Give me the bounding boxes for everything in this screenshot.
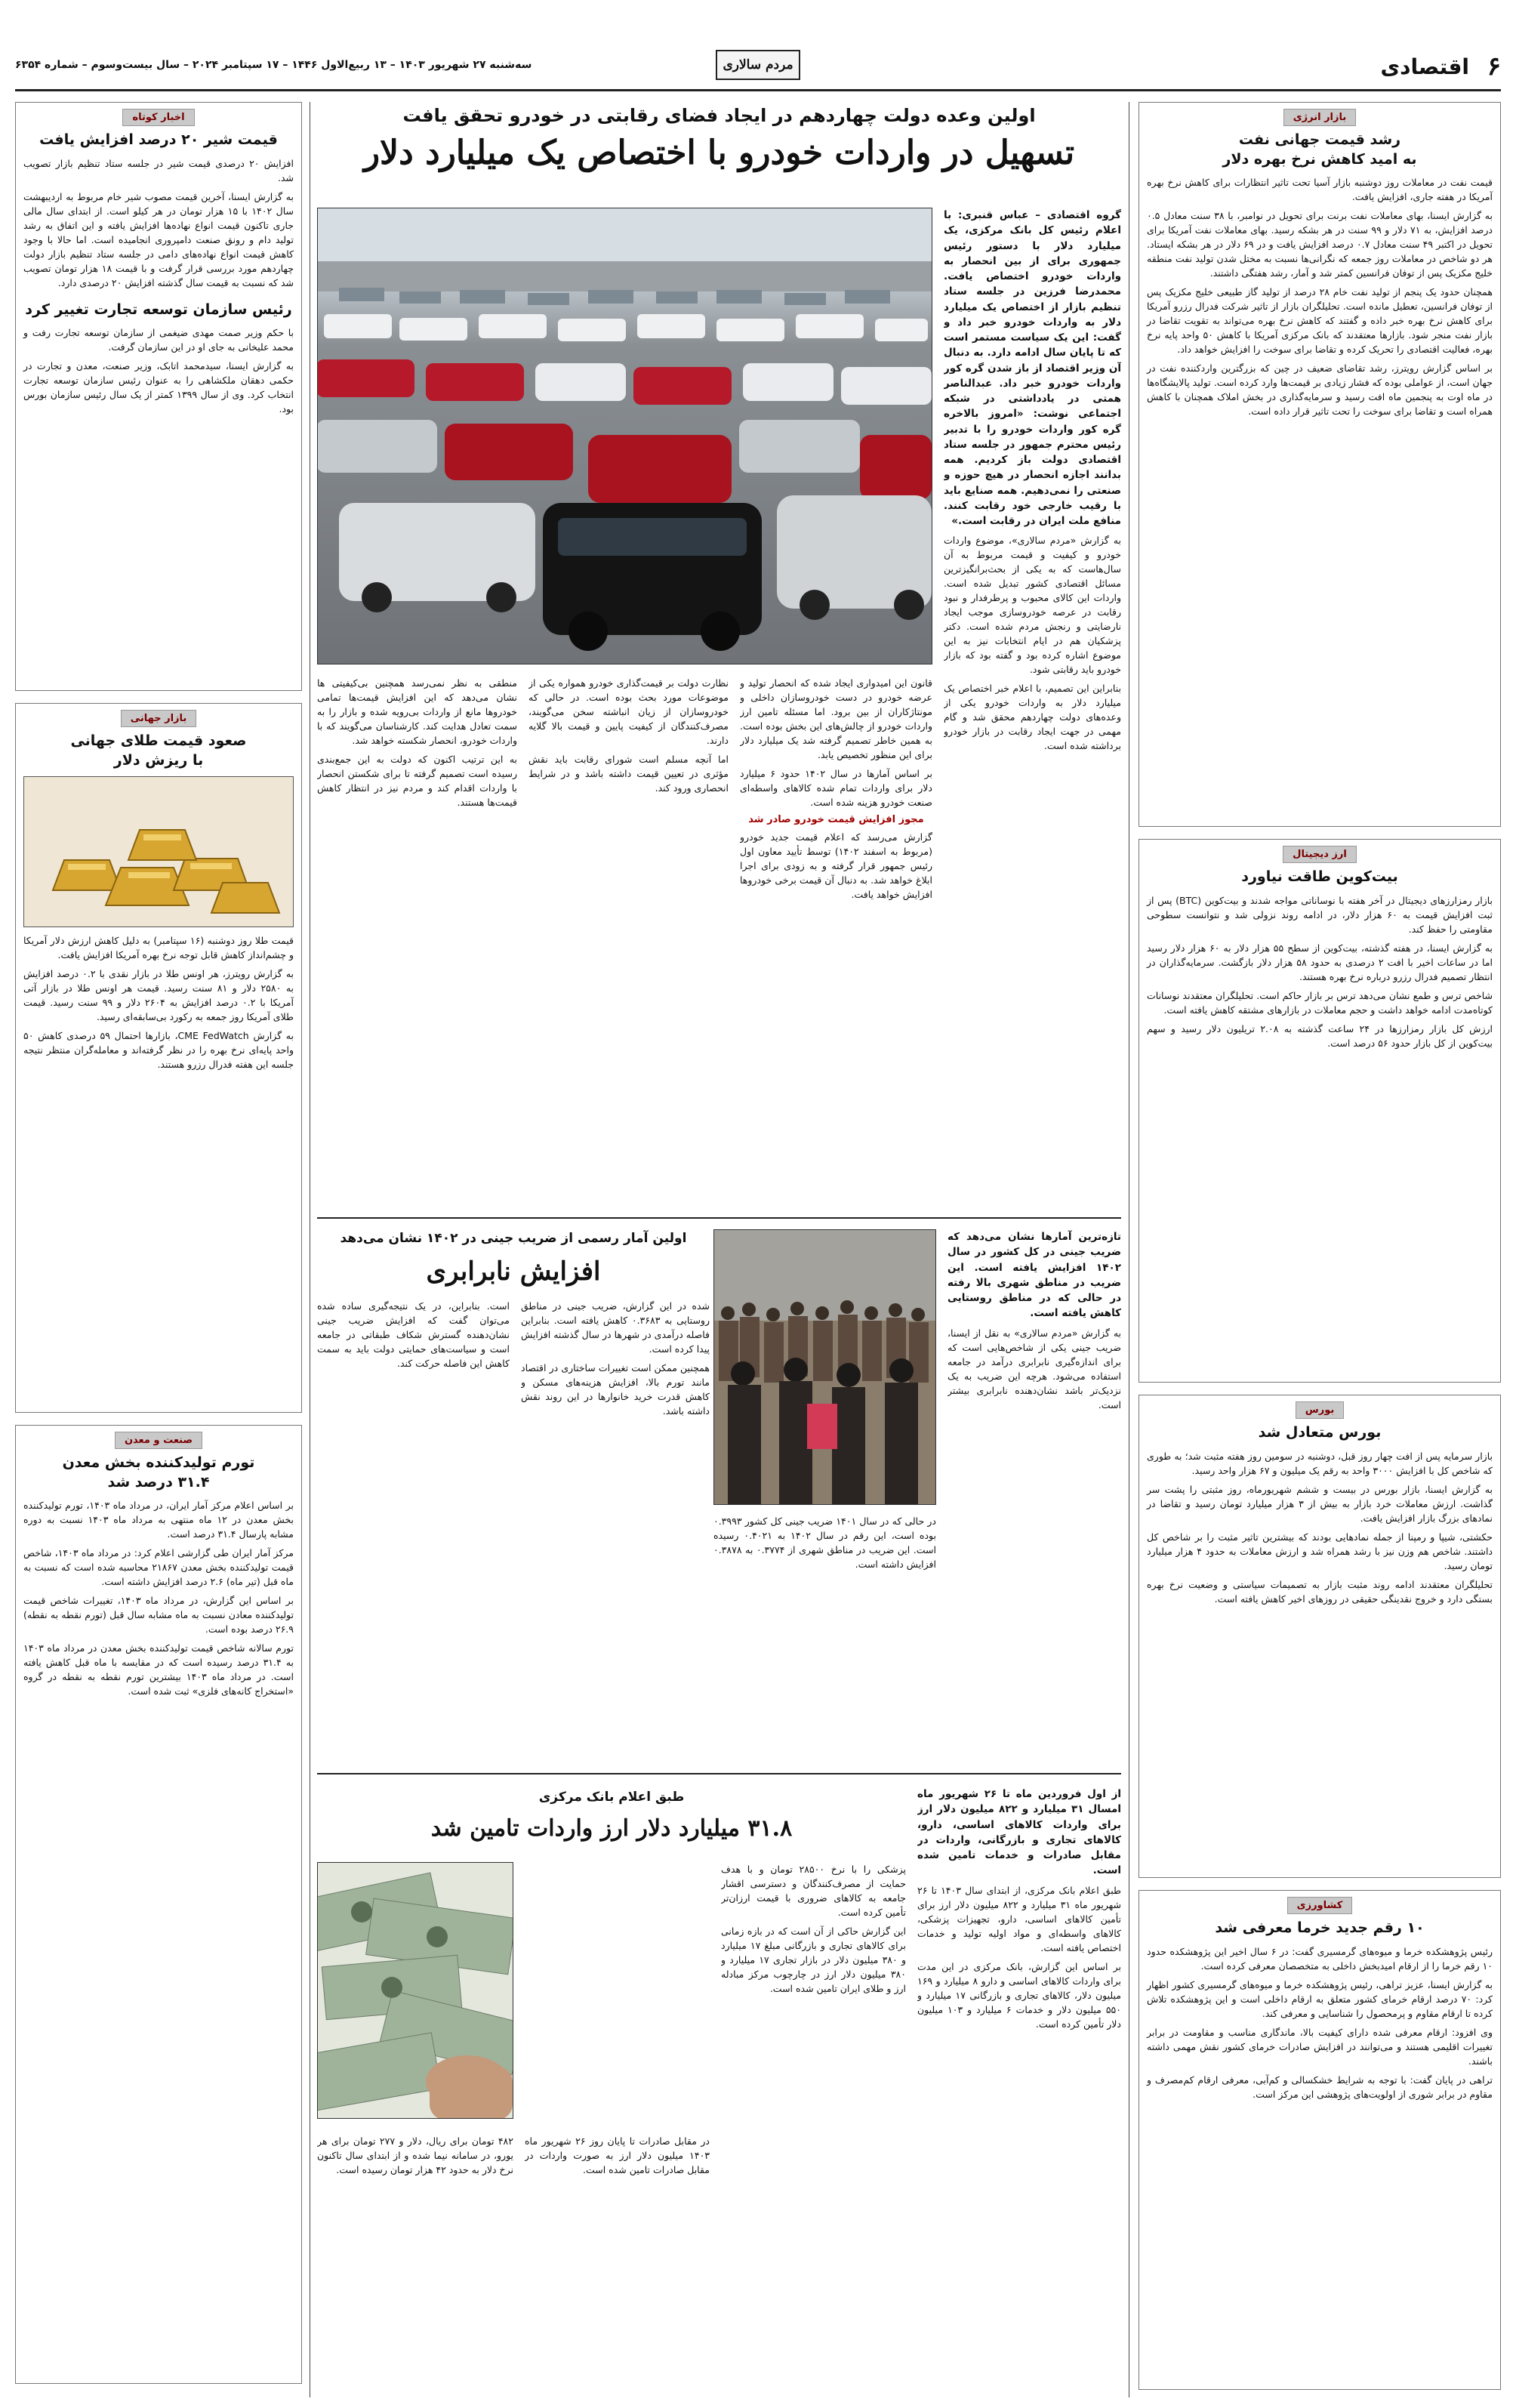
article-paragraph: به گزارش ایسنا، در هفته گذشته، بیت‌کوین از سطح ۵۵ هزار دلار به ۶۰ هزار دلار رسید اما در ساعات اخیر با افت ۲ درصدی به حدود ۵۸ هزار دلار بازگشت. سرمایه‌گذاران در انتظار تصمیم فدرال رزرو درباره نرخ بهره هستند. xyxy=(1147,942,1493,982)
article-paragraph: ۴۸۲ تومان برای ریال، دلار و ۲۷۷ تومان برای هر یورو، در سامانه نیما شده و از ابتدای سال تاکنون نرخ دلار به حدود ۴۲ هزار تومان رسیده است. xyxy=(317,2135,513,2175)
article-paragraph: رئیس پژوهشکده خرما و میوه‌های گرمسیری گفت: در ۶ سال اخیر این پژوهشکده حدود ۱۰ رقم خرما را از ارقام امیدبخش داخلی به متخصصان معرفی کرده است. xyxy=(1147,1945,1493,1972)
lead-body-column xyxy=(528,676,729,1144)
article-paragraph: بازار سرمایه پس از افت چهار روز قبل، دوشنبه در سومین روز هفته مثبت شد؛ به طوری که شاخص کل با افزایش ۳۰۰۰ واحد به رقم یک میلیون و ۶۷ هزار واحد رسید. xyxy=(1147,1450,1493,1476)
crowd-illustration xyxy=(713,1230,935,1505)
dates-news-box xyxy=(1139,1890,1501,2390)
article-title[interactable]: قیمت شیر ۲۰ درصد افزایش یافت xyxy=(39,131,278,148)
article-paragraph: به گزارش «مردم سالاری» به نقل از ایسنا، ضریب جینی یکی از شاخص‌هایی است که برای اندازه‌گیری نابرابری درآمد در جامعه استفاده می‌شود. هرچه این ضریب به یک نزدیک‌تر باشد نشان‌دهنده نابرابری بیشتر است. xyxy=(948,1327,1121,1411)
article-title[interactable]: رشد قیمت جهانی نفت به امید کاهش نرخ بهره دلار xyxy=(1222,131,1417,168)
article-paragraph: به گزارش ایسنا، سیدمحمد اتابک، وزیر صنعت، معدن و تجارت در حکمی دهقان ملکشاهی را به عنوان رئیس سازمان توسعه تجارت انتخاب کرد. وی از سال ۱۳۹۹ کمتر از یک سال رئیس سازمان بورس بود. xyxy=(23,360,294,415)
forex-body-column xyxy=(525,2134,710,2383)
lead-red-subhead: مجوز افزایش قیمت خودرو صادر شد xyxy=(748,814,924,825)
gini-body-column xyxy=(521,1299,710,1759)
forex-body-column xyxy=(317,2134,513,2383)
article-paragraph: به گزارش ایسنا، بهای معاملات نفت برنت برای تحویل در نوامبر، با ۳۸ سنت معادل ۰.۵ درصد افزایش، به ۷۱ دلار و ۹۹ سنت در هر بشکه رسید. بهای معاملات نفت آمریکا برای تحویل در اکتبر ۴۹ سنت معادل ۰.۷ درصد افزایش یافت و در ۶۹ دلار در هر بشکه ایستاد. هر دو شاخص در معاملات روز جمعه که نگرانی‌ها نسبت به مختل شدن تولید نفت منطقه خلیج مکزیک پس از توفان فرانسین کمتر شد و آمار، رشد هفتگی داشتند. xyxy=(1147,210,1493,279)
gini-caption-column xyxy=(948,1229,1121,1758)
article-paragraph: بر اساس اعلام مرکز آمار ایران، در مرداد ماه ۱۴۰۳، تورم تولیدکننده بخش معدن در ۱۲ ماه منتهی به مرداد ماه ۱۴۰۳ نسبت به دوره مشابه پارسال ۳۱.۴ درصد است. xyxy=(23,1500,294,1540)
date-line: سه‌شنبه ۲۷ شهریور ۱۴۰۳ – ۱۳ ربیع‌الاول ۱۴۴۶ – ۱۷ سپتامبر ۲۰۲۴ – سال بیست‌وسوم – شماره ۶۳۵۴ xyxy=(15,59,532,71)
article-paragraph: به گزارش «مردم سالاری»، موضوع واردات خودرو و کیفیت و قیمت مربوط به آن سال‌هاست که به یکی از بحث‌برانگیزترین مسائل اقتصادی کشور تبدیل شده است. واردات این کالای محبوب و پرطرفدار و نبود رقابت در عرصه خودروسازی موجب ایجاد نارضایتی و رنجش مردم شده است. دکتر پزشکیان هم در ایام انتخابات نیز به این موضوع اشاره کرده بود و گفته بود که بازار خودرو باید رقابتی شود. xyxy=(944,535,1121,676)
article-paragraph: شاخص ترس و طمع نشان می‌دهد ترس بر بازار حاکم است. تحلیلگران معتقدند نوسانات کوتاه‌مدت ادامه خواهد داشت و حجم معاملات در بازارهای مشتقه کاهش یافته است. xyxy=(1147,989,1493,1016)
article-paragraph: تورم سالانه شاخص قیمت تولیدکننده بخش معدن در مرداد ماه ۱۴۰۳ به ۳۱.۴ درصد رسیده است که در مقایسه با ماه قبل کاهش یافته است. در مرداد ماه ۱۴۰۳ بیشترین تورم نقطه به نقطه در گروه «استخراج کانه‌های فلزی» ثبت شده است. xyxy=(23,1642,294,1697)
article-paragraph: تراهی در پایان گفت: با توجه به شرایط خشکسالی و کم‌آبی، معرفی ارقام کم‌مصرف و مقاوم در برابر شوری از اولویت‌های پژوهشی این مرکز است. xyxy=(1147,2073,1493,2100)
section-rule xyxy=(317,1773,1121,1774)
article-paragraph: است. بنابراین، در یک نتیجه‌گیری ساده شده می‌توان گفت که افزایش ضریب جینی نشان‌دهنده گسترش شکاف طبقاتی در جامعه است و سیاست‌های حمایتی دولت باید به سمت کاهش این فاصله حرکت کند. xyxy=(317,1300,510,1369)
article-paragraph: افزایش ۲۰ درصدی قیمت شیر در جلسه ستاد تنظیم بازار تصویب شد. xyxy=(23,157,294,183)
crowd-photo xyxy=(713,1229,936,1505)
stock-market-box xyxy=(1139,1395,1501,1878)
article-paragraph: نظارت دولت بر قیمت‌گذاری خودرو همواره یکی از موضوعات مورد بحث بوده است. در حالی که خودروسازان از زیان انباشته سخن می‌گویند، مصرف‌کنندگان از کیفیت پایین و قیمت بالا گلایه دارند. xyxy=(528,677,729,746)
article-paragraph: بر اساس این گزارش، بانک مرکزی در این مدت برای واردات کالاهای اساسی و دارو ۸ میلیارد و ۱۶۹ میلیون دلار، کالاهای تجاری و بازرگانی ۱۷ میلیارد و ۵۵۰ میلیون دلار و خدمات ۶ میلیارد و ۱۰۳ میلیون دلار تأمین کرده است. xyxy=(917,1960,1121,2030)
article-paragraph: اما آنچه مسلم است شورای رقابت باید نقش مؤثری در تعیین قیمت داشته باشد و در شرایط انحصاری ورود کند. xyxy=(528,754,729,794)
article-paragraph: همچنین ممکن است تغییرات ساختاری در اقتصاد مانند تورم بالا، افزایش هزینه‌های مسکن و کاهش قدرت خرید خانوارها در این روند نقش داشته باشد. xyxy=(521,1362,710,1417)
article-paragraph: با حکم وزیر صمت مهدی ضیغمی از سازمان توسعه تجارت رفت و محمد علیخانی به جای او در این سازمان گرفت. xyxy=(23,327,294,353)
currency-photo xyxy=(317,1862,513,2119)
header-rule xyxy=(15,89,1501,91)
lead-supertitle: اولین وعده دولت چهاردهم در ایجاد فضای رقابتی در خودرو تحقق یافت xyxy=(402,105,1036,126)
forex-headline[interactable]: ۳۱.۸ میلیارد دلار ارز واردات تامین شد xyxy=(430,1815,793,1842)
article-paragraph: بر اساس این گزارش، در مرداد ماه ۱۴۰۳، تغییرات شاخص قیمت تولیدکننده معادن نسبت به ماه مشابه سال قبل (تورم نقطه به نقطه) ۲۶.۹ درصد بوده است. xyxy=(23,1595,294,1636)
article-paragraph: به گزارش ایسنا، عزیز تراهی، رئیس پژوهشکده خرما و میوه‌های گرمسیری کشور اظهار کرد: ۷۰ درصد ارقام خرمای کشور متعلق به ارقام داخلی است و این پژوهشکده تلاش کرده تا ارقام مقاوم و پرمحصول را شناسایی و معرفی کند. xyxy=(1147,1978,1493,2019)
masthead-logo xyxy=(716,50,800,80)
logo-text: مردم سالاری xyxy=(723,57,793,72)
gini-story xyxy=(317,1223,1121,1767)
lead-body-column xyxy=(317,676,517,1144)
gini-lead: تازه‌ترین آمارها نشان می‌دهد که ضریب جینی در کل کشور در سال ۱۴۰۲ افزایش یافته است. این ضریب در مناطق شهری بالا رفته در حالی که در مناطق روستایی کاهش یافته است. xyxy=(948,1231,1121,1320)
lead-intro-column xyxy=(944,208,1121,1204)
gini-body-column xyxy=(317,1299,510,1759)
section-rule xyxy=(317,1217,1121,1219)
article-paragraph: به این ترتیب اکنون که دولت به این جمع‌بندی رسیده است تصمیم گرفته تا برای شکستن انحصار با واردات اقدام کند و مردم نیز در انتظار کاهش قیمت‌ها هستند. xyxy=(317,754,517,808)
article-paragraph: به گزارش رویترز، هر اونس طلا در بازار نقدی با ۰.۲ درصد افزایش به ۲۵۸۰ دلار و ۸۱ سنت رسید. قیمت هر اونس طلا در بازار آتی آمریکا با ۰.۲ درصد افزایش به ۲۶۰۴ دلار و ۹۹ سنت رسید. قیمت طلای آمریکا روز جمعه به رکورد بی‌سابقه‌ای رسید. xyxy=(23,968,294,1023)
article-paragraph: پزشکی را با نرخ ۲۸۵۰۰ تومان و با هدف حمایت از مصرف‌کنندگان و دسترسی اقشار جامعه به کالاهای ضروری با قیمت ارزان‌تر تأمین کرده است. xyxy=(721,1864,906,1918)
article-paragraph: بر اساس گزارش رویترز، رشد تقاضای ضعیف در چین که بزرگترین واردکننده نفت در جهان است، از عواملی بوده که فشار زیادی بر قیمت‌ها وارد کرده است. تولید پالایشگاه‌ها در ماه اوت به پنجمین ماه افت رسید و سرمایه‌گذاری در بخش املاک همچنان با کاهش همراه است و تقاضا برای سوخت را تحت تاثیر قرار داده است. xyxy=(1147,362,1493,418)
article-paragraph: گزارش می‌رسد که اعلام قیمت جدید خودرو (مربوط به اسفند ۱۴۰۲) توسط تأیید معاون اول رئیس جمهور قرار گرفته و به زودی برای اجرا ابلاغ خواهد شد. به دنبال آن قیمت برخی خودروها افزایش خواهد یافت. xyxy=(740,831,932,900)
article-paragraph: منطقی به نظر نمی‌رسد همچنین بی‌کیفیتی ها نشان می‌دهد که این افزایش قیمت‌ها تمامی خودروها مانع از واردات بی‌رویه شده و بازار را به سمت تعادل هدایت کند. کارشناسان می‌گویند که با واردات خودرو، انحصار شکسته خواهد شد. xyxy=(317,677,517,746)
article-paragraph: همچنان حدود یک پنجم از تولید نفت خام ۲۸ درصد از تولید گاز طبیعی خلیج مکزیک پس از توفان فرانسین، تعطیل مانده است. تحلیلگران بازار از تاثیر شرکت فدرال رزرو آمریکا برای کاهش نرخ بهره خبر داده و گفتند که کاهش نرخ بهره می‌تواند به تقویت تقاضا در بازار نفت منجر شود. بازارها معتقدند که بانک مرکزی آمریکا با کاهش ۵۰ واحد پایه نرخ بهره، فعالیت اقتصادی را تحریک کرده و تقاضا برای سوخت را افزایش خواهد داد. xyxy=(1147,286,1493,356)
forex-caption-column xyxy=(917,1787,1121,2383)
right-column xyxy=(1139,102,1501,2390)
article-paragraph: تحلیلگران معتقدند ادامه روند مثبت بازار به تصمیمات سیاستی و وضعیت نرخ بهره بستگی دارد و خروج نقدینگی حقیقی در روزهای اخیر کاهش یافته است. xyxy=(1147,1578,1493,1605)
lead-body-column xyxy=(740,676,932,1144)
gini-headline[interactable]: افزایش نابرابری xyxy=(426,1256,601,1287)
article-title[interactable]: بورس متعادل شد xyxy=(1258,1424,1382,1441)
page-header xyxy=(0,0,1516,91)
article-paragraph: قانون این امیدواری ایجاد شده که انحصار تولید و عرضه خودرو در دست خودروسازان داخلی و مونتاژکاران از بین برود. اما مسئله تامین ارز واردات خودرو از چالش‌های این بخش بوده است. به همین خاطر تصمیم گرفته شد یک میلیارد دلار برای این منظور تخصیص یابد. xyxy=(740,677,932,760)
lead-headline[interactable]: تسهیل در واردات خودرو با اختصاص یک میلیارد دلار xyxy=(363,134,1075,172)
mining-news-box xyxy=(15,1425,302,2384)
short-news-box xyxy=(15,102,302,691)
article-paragraph: حکشتی، شیپا و رمپنا از جمله نمادهایی بودند که بیشترین تاثیر مثبت را بر شاخص کل داشتند. شاخص هم وزن نیز با رشد همراه شد و ارزش معاملات به حدود ۴ هزار میلیارد تومان رسید. xyxy=(1147,1531,1493,1571)
article-title[interactable]: صعود قیمت طلای جهانی با ریزش دلار xyxy=(70,732,247,769)
left-column xyxy=(15,102,302,2390)
forex-story xyxy=(317,1779,1121,2391)
section-kicker: کشاورزی xyxy=(1287,1897,1353,1914)
article-paragraph: مرکز آمار ایران طی گزارشی اعلام کرد: در مرداد ماه ۱۴۰۳، شاخص قیمت تولیدکننده بخش معدن ۲۱۸۶۷ محاسبه شده است که نسبت به ماه قبل (تیر ماه) ۲.۶ درصد افزایش داشته است. xyxy=(23,1547,294,1588)
article-paragraph: به گزارش ایسنا، بازار بورس در بیست و ششم شهریورماه، روز مثبتی را پشت سر گذاشت. ارزش معاملات خرد بازار به بیش از ۳ هزار میلیارد تومان رسید و تقاضا در نمادهای بزرگ بازار افزایش یافت. xyxy=(1147,1483,1493,1524)
gini-supertitle: اولین آمار رسمی از ضریب جینی در ۱۴۰۲ نشان می‌دهد xyxy=(340,1231,687,1246)
article-paragraph: ارزش کل بازار رمزارزها در ۲۴ ساعت گذشته به ۲.۰۸ تریلیون دلار رسید و سهم بیت‌کوین از کل بازار حدود ۵۶ درصد است. xyxy=(1147,1022,1493,1049)
article-paragraph: بازار رمزارزهای دیجیتال در آخر هفته با نوساناتی مواجه شدند و بیت‌کوین (BTC) پس از ثبت افزایش قیمت به ۶۰ هزار دلار، در ادامه روند نزولی شد و نتوانست سطوحی مقاومتی را حفظ کند. xyxy=(1147,894,1493,935)
section-kicker: بازار انرژی xyxy=(1283,109,1357,126)
bitcoin-news-box xyxy=(1139,839,1501,1383)
article-paragraph: به گزارش ایسنا، آخرین قیمت مصوب شیر خام مربوط به اردیبهشت سال ۱۴۰۲ با ۱۵ هزار تومان در هر کیلو است. از ابتدای سال مالی جاری تاکنون قیمت انواع نهاده‌ها افزایش یافته و این اتفاق به رشد تولید دام و رونق صنعت دامپروری انجامیده است. اما حالا با وجود کاهش قیمت انواع نهاده‌های دامی در جلسه ستاد تنظیم بازار دولت چهاردهم مورد بررسی قرار گرفت و با قیمت ۱۸ هزار تومان تصویب شد که نسبت به قیمت سال گذشته افزایش ۲۰ درصدی دارد. xyxy=(23,190,294,288)
car-lot-photo xyxy=(317,208,932,664)
article-paragraph: بنابراین این تصمیم، با اعلام خبر اختصاص یک میلیارد دلار به واردات خودرو یکی از وعده‌های دولت چهاردهم محقق شد و گام مهمی در جهت ایجاد رقابت در بازار خودرو برداشته شده است. xyxy=(944,683,1121,752)
gold-news-box xyxy=(15,703,302,1413)
article-paragraph: در حالی که در سال ۱۴۰۱ ضریب جینی کل کشور ۰.۳۹۹۳ بوده است، این رقم در سال ۱۴۰۲ به ۰.۴۰۲۱ رسیده است. این ضریب در مناطق شهری از ۰.۳۷۷۴ به ۰.۳۸۷۸ افزایش داشته است. xyxy=(713,1515,936,1570)
section-kicker: بورس xyxy=(1296,1401,1344,1419)
article-paragraph: وی افزود: ارقام معرفی شده دارای کیفیت بالا، ماندگاری مناسب و مقاومت در برابر تغییرات اقلیمی هستند و می‌توانند در افزایش صادرات خرمای کشور نقش مهمی داشته باشند. xyxy=(1147,2026,1493,2067)
article-paragraph: به گزارش CME FedWatch، بازارها احتمال ۵۹ درصدی کاهش ۵۰ واحد پایه‌ای نرخ بهره را در نظر گرفته‌اند و معامله‌گران منتظر نتیجه جلسه این هفته فدرال رزرو هستند. xyxy=(23,1030,294,1071)
article-paragraph: قیمت نفت در معاملات روز دوشنبه بازار آسیا تحت تاثیر انتظارات برای کاهش نرخ بهره آمریکا در هفته جاری، افزایش یافت. xyxy=(1147,177,1493,203)
gold-bars-illustration xyxy=(23,777,293,927)
lead-story xyxy=(317,102,1121,1212)
section-kicker: صنعت و معدن xyxy=(115,1432,202,1449)
article-paragraph: شده در این گزارش، ضریب جینی در مناطق روستایی به ۰.۳۶۸۳ کاهش یافته است. بنابراین فاصله درآمدی در شهرها در سال گذشته افزایش پیدا کرده است. xyxy=(521,1300,710,1355)
article-paragraph: طبق اعلام بانک مرکزی، از ابتدای سال ۱۴۰۳ تا ۲۶ شهریور ماه ۳۱ میلیارد و ۸۲۲ میلیون دلار ارز برای تأمین کالاهای اساسی، دارو، تجهیزات پزشکی، کالاهای واسطه‌ای و مواد اولیه تولید و خدمات اختصاص یافته است. xyxy=(917,1884,1121,1953)
car-lot-illustration xyxy=(317,208,932,664)
article-title[interactable]: بیت‌کوین طاقت نیاورد xyxy=(1241,868,1398,885)
currency-illustration xyxy=(317,1863,513,2119)
page-number: ۶ xyxy=(1487,51,1501,82)
oil-news-box xyxy=(1139,102,1501,827)
article-paragraph: در مقابل صادرات تا پایان روز ۲۶ شهریور ماه ۱۴۰۳ میلیون دلار ارز به صورت واردات در مقابل صادرات تامین شده است. xyxy=(525,2135,710,2175)
article-paragraph: قیمت طلا روز دوشنبه (۱۶ سپتامبر) به دلیل کاهش ارزش دلار آمریکا و چشم‌انداز کاهش قابل توجه نرخ بهره آمریکا افزایش یافت. xyxy=(23,935,294,961)
forex-body-column xyxy=(721,1862,906,2383)
section-title: اقتصادی xyxy=(1380,54,1469,79)
section-kicker: اخبار کوتاه xyxy=(122,109,194,126)
article-title[interactable]: ۱۰ رقم جدید خرما معرفی شد xyxy=(1215,1919,1425,1936)
forex-lead: از اول فروردین ماه تا ۲۶ شهریور ماه امسال ۳۱ میلیارد و ۸۲۲ میلیون دلار ارز برای واردات کالاهای اساسی، دارو، کالاهای تجاری و بازرگانی، واردات در مقابل صادرات و خدمات تامین شده است. xyxy=(917,1788,1121,1877)
section-kicker: بازار جهانی xyxy=(121,710,197,727)
article-paragraph: بر اساس آمارها در سال ۱۴۰۲ حدود ۶ میلیارد دلار برای واردات تمام شده کالاهای واسطه‌ای صنعت خودرو هزینه شده است. xyxy=(740,768,932,808)
gold-bars-photo xyxy=(23,776,294,927)
article-paragraph: این گزارش حاکی از آن است که در بازه زمانی برای کالاهای تجاری و بازرگانی مبلغ ۱۷ میلیارد و ۳۸۰ میلیون دلار در بازار تجاری ۱۷ میلیارد و ۳۸۰ میلیون دلار ارز در چارچوب مرکز مبادله ارز و طلای ایران تامین شده است. xyxy=(721,1925,906,1994)
section-kicker: ارز دیجیتال xyxy=(1283,846,1357,863)
gini-body-column xyxy=(713,1514,936,1756)
article-title[interactable]: تورم تولیدکننده بخش معدن ۳۱.۴ درصد شد xyxy=(62,1454,255,1491)
article-title[interactable]: رئیس سازمان توسعه تجارت تغییر کرد xyxy=(25,301,292,318)
lead-intro: گروه اقتصادی – عباس قنبری: با اعلام رئیس کل بانک مرکزی، یک میلیارد دلار با دستور رئیس جمهوری برای از بین انحصار به واردات خودرو اختصاص یافت. محمدرضا فرزین در جلسه ستاد تنظیم بازار از اختصاص یک میلیارد دلار به واردات خودرو خبر داد و گفت: این یک سیاست مستمر است که تا پایان سال ادامه دارد. به دنبال آن وزیر اقتصاد از باز شدن گره کور واردات خودرو خبر داد. عبدالناصر همتی در یادداشتی در شبکه اجتماعی نوشت: «امروز بالاخره گره کور واردات خودرو را با تدبیر رئیس محترم جمهور در جلسه ستاد اقتصادی دولت باز کردیم. همه بدانند اجازه انحصار در هیچ حوزه و صنعتی را نمی‌دهیم. همه صنایع باید با رقیب خارجی خود رقابت کنند. منافع ملت ایران در رقابت است.» xyxy=(944,209,1121,527)
forex-supertitle: طبق اعلام بانک مرکزی xyxy=(538,1790,685,1805)
